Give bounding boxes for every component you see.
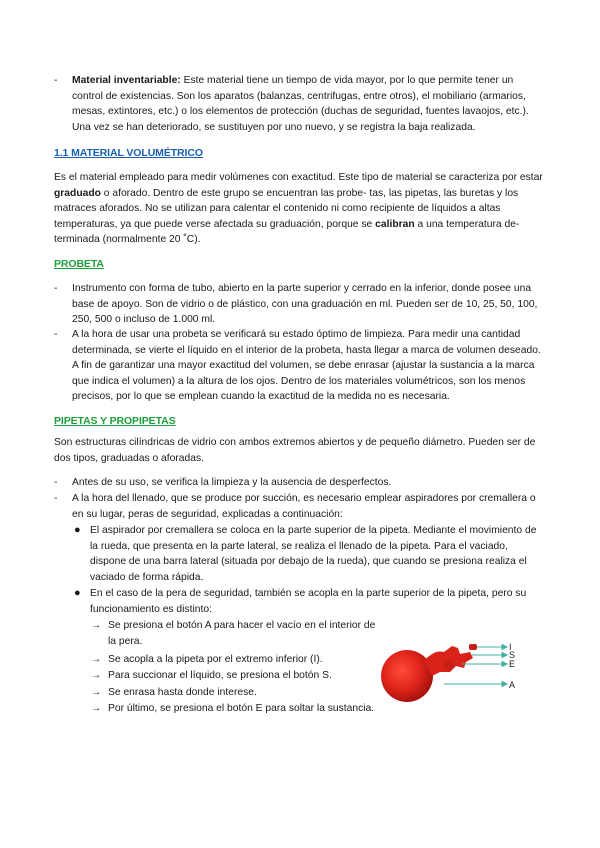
probeta-item	[54, 281, 544, 328]
pipetas-bullet-text: En el caso de la pera de seguridad, también se acopla en la parte superior de la pipeta, pero su funcionamiento es distinto:	[90, 588, 527, 615]
pipetas-bullet-text: El aspirador por cremallera se coloca en la parte superior de la pipeta. Mediante el movimiento de la rueda, que presenta en la parte lateral, se realiza el llenado de la pipeta. Para el vaciado, dispone de una barra lateral (situada por debajo de la rueda), que cuando se presiona realiza el vaciado de forma rápida.	[90, 525, 537, 583]
pipetas-paragraph: Son estructuras cilíndricas de vidrio con ambos extremos abiertos y de pequeño diámetro. Pueden ser de dos tipos, graduadas o aforadas.	[54, 437, 536, 464]
pipetas-heading: PIPETAS Y PROPIPETAS	[54, 415, 176, 427]
list-dash: -	[54, 329, 58, 340]
list-dash: -	[54, 477, 58, 488]
pipetas-item-text: Antes de su uso, se verifica la limpieza y la ausencia de desperfectos.	[72, 477, 392, 488]
bullet-dot-icon: ●	[74, 587, 81, 599]
section-paragraph	[54, 170, 544, 248]
intro-text: Este material tiene un tiempo de vida mayor, por lo que permite tener un control de existencias. Son los aparatos (balanzas, centrifugas, entre otros), el mobiliario (armarios, mesas, extintores, etc.) o los elementos de protección (duchas de seguridad, fuentes lavaojos, etc.). Una vez se han deteriorado, se sustituyen por uno nuevo, y se registra la baja realizada.	[72, 75, 529, 133]
step-text: Se presiona el botón A para hacer el vacío en el interior de la pera.	[108, 620, 376, 647]
pipetas-item-text: A la hora del llenado, que se produce por succión, es necesario emplear aspiradores por cremallera o en su lugar, peras de seguridad, explicadas a continuación:	[72, 493, 536, 520]
step-text: Para succionar el líquido, se presiona el botón S.	[108, 670, 332, 681]
right-arrow-icon: →	[91, 687, 102, 698]
step-item	[91, 685, 376, 701]
safety-bulb-icon	[381, 644, 477, 702]
intro-lead: Material inventariable:	[72, 75, 181, 86]
label-e: E	[509, 659, 516, 669]
section-text-1: Es el material empleado para medir volúmenes con exactitud. Este tipo de material se caracteriza por estar	[54, 172, 543, 183]
probeta-item-text: A la hora de usar una probeta se verificará su estado óptimo de limpieza. Para medir una cantidad determinada, se vierte el líquido en el interior de la probeta, hasta llegar a marca de volumen deseado. A fin de garantizar una mayor exactitud del volumen, se debe enrasar (ajustar la sustancia a la marca que indica el volumen) a la altura de los ojos. Dentro de los materiales volumétricos, son los menos precisos, por lo que se emplean cuando la exactitud de la medida no es necesaria.	[72, 329, 541, 402]
right-arrow-icon: →	[91, 670, 102, 681]
pipetas-item	[54, 475, 544, 491]
label-i: I	[509, 642, 512, 652]
step-text: Se acopla a la pipeta por el extremo inferior (I).	[108, 654, 323, 665]
section-bold-2: calibran	[375, 218, 415, 230]
step-item	[91, 618, 376, 649]
list-dash: -	[54, 493, 58, 504]
step-text: Se enrasa hasta donde interese.	[108, 687, 257, 698]
right-arrow-icon: →	[91, 703, 102, 714]
section-heading: 1.1 MATERIAL VOLUMÉTRICO	[54, 147, 203, 159]
section-bold-1: graduado	[54, 187, 101, 199]
section-text-3: a una temperatura de- terminada (normalmente 20 ˚C).	[54, 218, 520, 245]
pipetas-item	[54, 491, 546, 522]
step-item	[91, 701, 376, 717]
right-arrow-icon: →	[91, 654, 102, 665]
label-a: A	[509, 680, 516, 690]
step-item	[91, 668, 376, 684]
probeta-item-text: Instrumento con forma de tubo, abierto en la parte superior y cerrado en la inferior, donde posee una base de apoyo. Son de vidrio o de plástico, con una graduación en ml. Pueden ser de 10, 25, 50, 100, 250, 500 o incluso de 1.000 ml.	[72, 283, 538, 325]
label-s: S	[509, 650, 516, 660]
step-item	[91, 652, 376, 668]
safety-bulb-figure	[374, 632, 524, 712]
right-arrow-icon: →	[91, 620, 102, 631]
list-dash: -	[54, 75, 58, 86]
pipetas-bullet	[74, 523, 546, 585]
intro-list-item	[54, 73, 542, 135]
list-dash: -	[54, 283, 58, 294]
probeta-item	[54, 327, 544, 405]
bullet-dot-icon: ●	[74, 524, 81, 536]
probeta-heading: PROBETA	[54, 258, 104, 270]
pipetas-bullet	[74, 586, 546, 617]
section-text-2: o aforado. Dentro de este grupo se encuentran las probe- tas, las pipetas, las buretas y los matraces aforados. No se utilizan para calentar el contenido ni como recipiente de líquidos a altas temperaturas, ya que puede verse afectada su graduación, porque se	[54, 187, 519, 230]
step-text: Por último, se presiona el botón E para soltar la sustancia.	[108, 703, 375, 714]
